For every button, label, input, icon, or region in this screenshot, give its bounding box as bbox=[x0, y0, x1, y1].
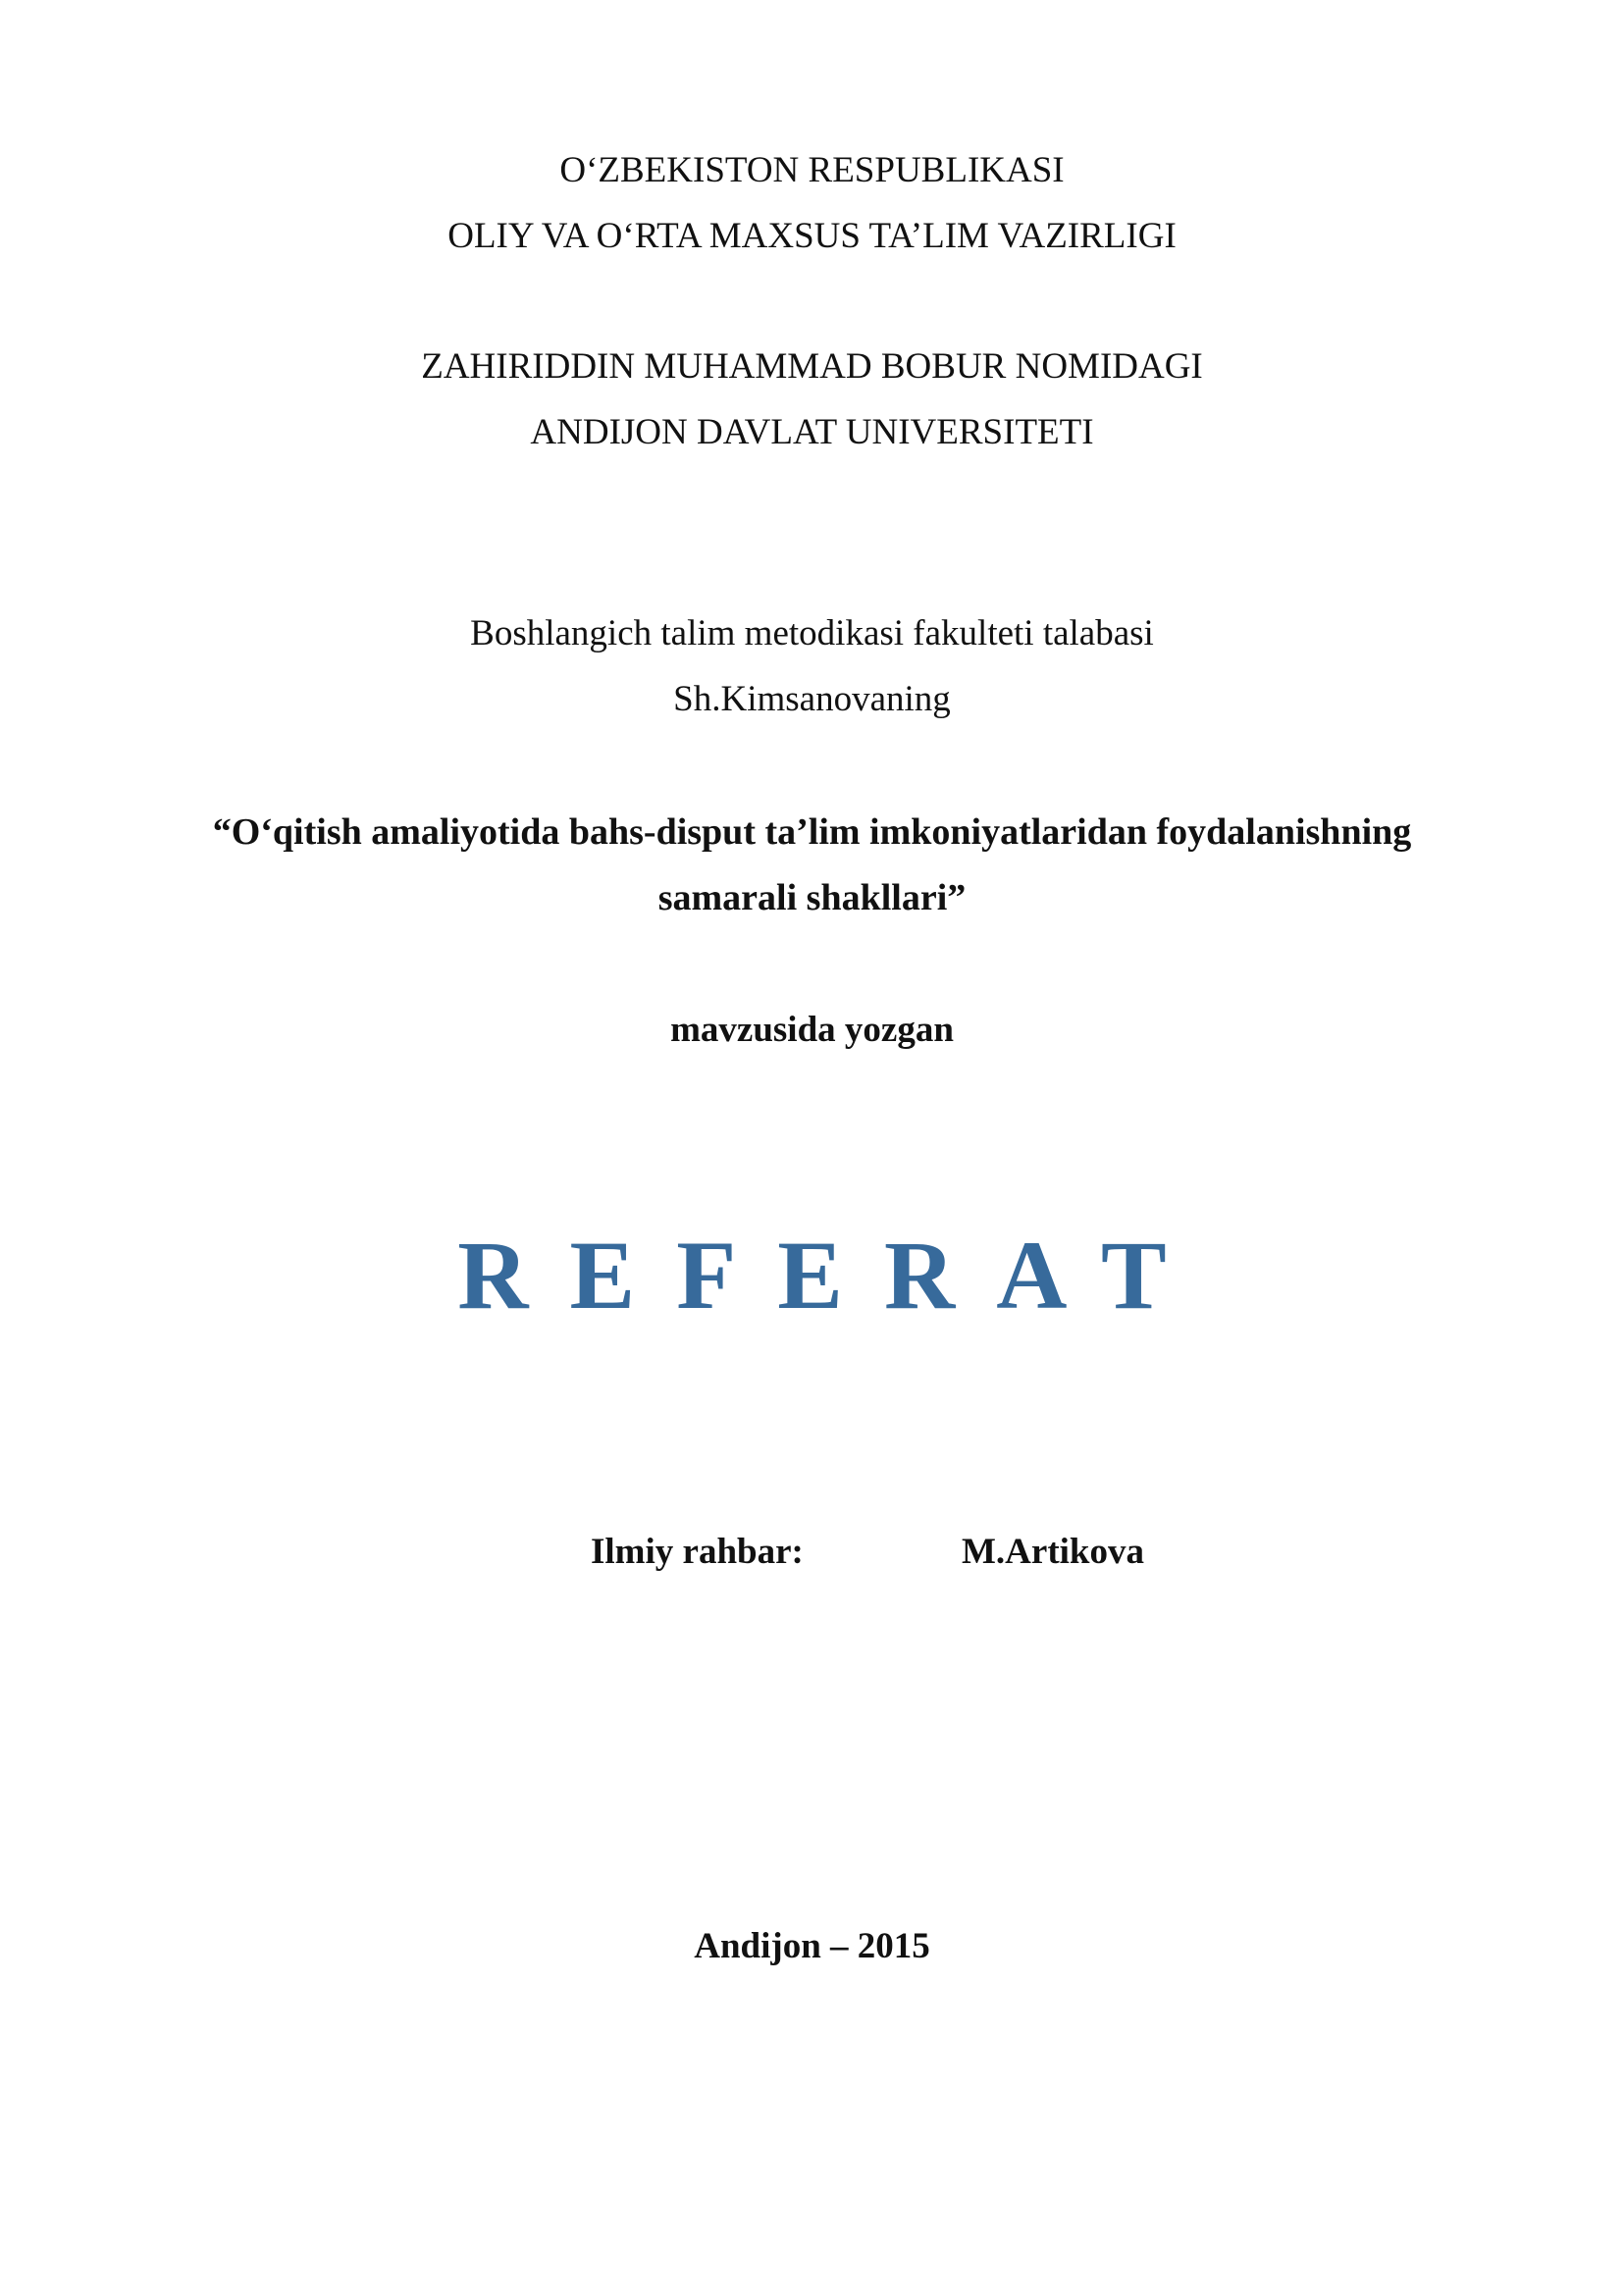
university-name-line2: ANDIJON DAVLAT UNIVERSITETI bbox=[530, 412, 1094, 452]
topic-suffix: mavzusida yozgan bbox=[670, 1010, 954, 1050]
topic-title-line2: samarali shakllari” bbox=[657, 877, 967, 918]
ministry-heading: OLIY VA O‘RTA MAXSUS TA’LIM VAZIRLIGI bbox=[447, 216, 1177, 256]
student-name: Sh.Kimsanovaning bbox=[673, 679, 951, 719]
supervisor-name: M.Artikova bbox=[962, 1532, 1144, 1572]
republic-heading: O‘ZBEKISTON RESPUBLIKASI bbox=[559, 150, 1065, 190]
faculty-line: Boshlangich talim metodikasi fakulteti talabasi bbox=[470, 613, 1154, 653]
supervisor-row bbox=[0, 1531, 1624, 1580]
document-type-title: REFERAT bbox=[457, 1221, 1208, 1330]
university-name-line1: ZAHIRIDDIN MUHAMMAD BOBUR NOMIDAGI bbox=[421, 346, 1203, 387]
topic-title-line1: “O‘qitish amaliyotida bahs-disput ta’lim imkoniyatlaridan foydalanishning bbox=[212, 811, 1412, 853]
place-year: Andijon – 2015 bbox=[694, 1926, 930, 1966]
supervisor-label: Ilmiy rahbar: bbox=[591, 1532, 804, 1572]
